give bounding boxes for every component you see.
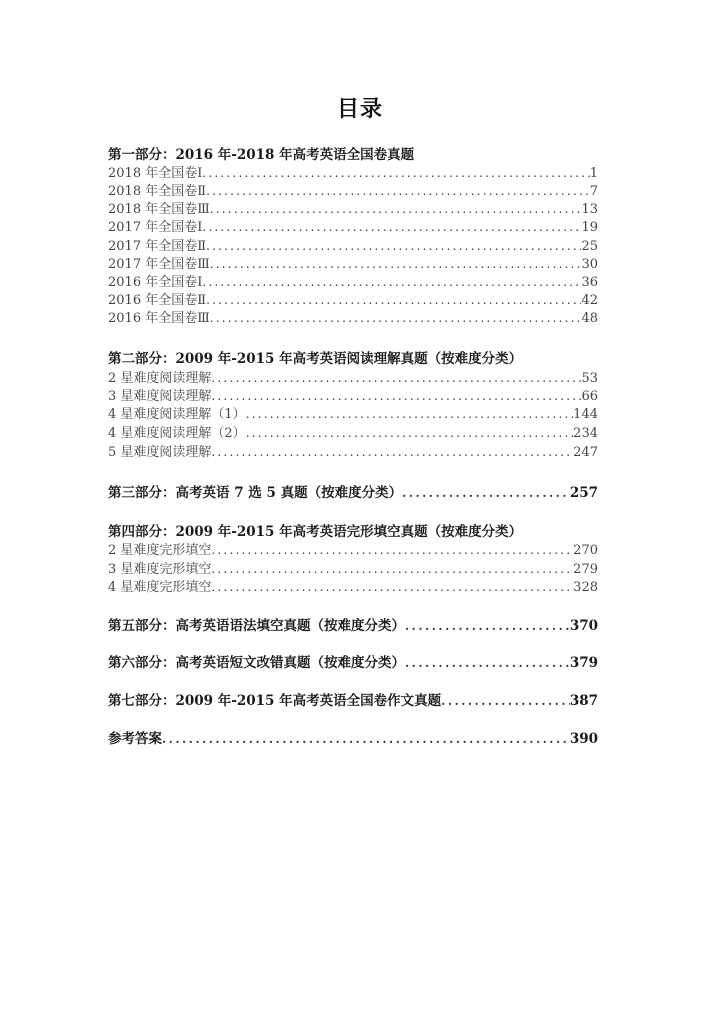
- dot-leader: [211, 560, 573, 578]
- toc-entry-page: 13: [581, 202, 598, 217]
- dot-leader: [202, 273, 581, 291]
- toc-entry-page: 25: [581, 239, 598, 254]
- dot-leader: [210, 255, 582, 273]
- toc-entry-page: 144: [573, 407, 598, 422]
- toc-entry[interactable]: [108, 387, 598, 405]
- toc-heading-label: 第五部分：高考英语语法填空真题（按难度分类）: [108, 618, 405, 634]
- toc-entry-page: 48: [581, 311, 598, 326]
- toc-entry[interactable]: [108, 541, 598, 559]
- toc-entry-page: 390: [569, 731, 598, 747]
- toc-part1-heading[interactable]: [108, 146, 598, 164]
- toc-entry-label: 2 星难度完形填空: [108, 543, 212, 558]
- toc-entry[interactable]: [108, 578, 598, 596]
- toc-entry-page: 7: [589, 184, 598, 199]
- dot-leader: [210, 200, 582, 218]
- dot-leader: [211, 387, 581, 405]
- toc-entry-page: 387: [569, 693, 598, 709]
- toc-entry-label: 2017 年全国卷Ⅱ: [108, 239, 207, 254]
- toc-entry-label: 2017 年全国卷Ⅰ: [108, 220, 203, 235]
- toc-entry-page: 257: [569, 485, 598, 501]
- dot-leader: [206, 237, 581, 255]
- dot-leader: [405, 617, 570, 635]
- toc-entry-page: 270: [573, 543, 598, 558]
- toc-entry[interactable]: [108, 291, 598, 309]
- toc-part2-heading[interactable]: [108, 350, 598, 368]
- toc-heading-label: 第一部分：2016 年-2018 年高考英语全国卷真题: [108, 147, 415, 163]
- dot-leader: [202, 218, 581, 236]
- toc-entry-page: 66: [581, 389, 598, 404]
- toc-answers-entry[interactable]: [108, 730, 598, 748]
- dot-leader: [246, 424, 573, 442]
- toc-entry-page: 30: [581, 257, 598, 272]
- dot-leader: [211, 443, 573, 461]
- dot-leader: [441, 692, 570, 710]
- toc-entry-label: 3 星难度完形填空: [108, 562, 212, 577]
- toc-entry-page: 370: [569, 618, 598, 634]
- toc-heading-label: 第七部分：2009 年-2015 年高考英语全国卷作文真题: [108, 693, 442, 709]
- toc-part6-entry[interactable]: [108, 654, 598, 672]
- toc-entry-page: 1: [589, 166, 598, 181]
- toc-entry-page: 379: [569, 655, 598, 671]
- toc-entry-page: 279: [573, 562, 598, 577]
- toc-heading-label: 第六部分：高考英语短文改错真题（按难度分类）: [108, 655, 405, 671]
- toc-entry-page: 234: [573, 426, 598, 441]
- toc-entry[interactable]: [108, 405, 598, 423]
- dot-leader: [211, 578, 573, 596]
- dot-leader: [206, 291, 581, 309]
- toc-entry-page: 328: [573, 580, 598, 595]
- dot-leader: [202, 164, 589, 182]
- toc-entry-page: 247: [573, 445, 598, 460]
- dot-leader: [211, 541, 573, 559]
- toc-entry-page: 19: [581, 220, 598, 235]
- dot-leader: [162, 730, 570, 748]
- dot-leader: [405, 654, 570, 672]
- toc-entry[interactable]: [108, 273, 598, 291]
- toc-title: 目录: [336, 97, 383, 122]
- toc-entry-label: 4 星难度阅读理解（1）: [108, 407, 246, 422]
- toc-heading-label: 第四部分：2009 年-2015 年高考英语完形填空真题（按难度分类）: [108, 524, 523, 540]
- toc-entry[interactable]: [108, 200, 598, 218]
- toc-entry[interactable]: [108, 237, 598, 255]
- dot-leader: [211, 369, 581, 387]
- toc-entry-label: 2016 年全国卷Ⅲ: [108, 311, 210, 326]
- toc-heading-label: 参考答案: [108, 731, 162, 747]
- toc-part5-entry[interactable]: [108, 617, 598, 635]
- dot-leader: [210, 309, 582, 327]
- toc-entry-label: 4 星难度完形填空: [108, 580, 212, 595]
- toc-entry[interactable]: [108, 443, 598, 461]
- toc-entry-label: 5 星难度阅读理解: [108, 445, 212, 460]
- toc-part7-entry[interactable]: [108, 692, 598, 710]
- toc-entry-label: 2018 年全国卷Ⅱ: [108, 184, 207, 199]
- toc-heading-label: 第二部分：2009 年-2015 年高考英语阅读理解真题（按难度分类）: [108, 351, 523, 367]
- toc-entry-label: 2018 年全国卷Ⅲ: [108, 202, 210, 217]
- toc-entry-page: 53: [581, 371, 598, 386]
- toc-entry-label: 2016 年全国卷Ⅱ: [108, 293, 207, 308]
- toc-part4-heading[interactable]: [108, 523, 598, 541]
- toc-entry-label: 3 星难度阅读理解: [108, 389, 212, 404]
- toc-entry[interactable]: [108, 369, 598, 387]
- toc-entry-label: 2016 年全国卷Ⅰ: [108, 275, 203, 290]
- toc-entry-page: 42: [581, 293, 598, 308]
- toc-entry[interactable]: [108, 560, 598, 578]
- toc-entry-label: 2018 年全国卷Ⅰ: [108, 166, 203, 181]
- toc-heading-label: 第三部分：高考英语 7 选 5 真题（按难度分类）: [108, 485, 403, 501]
- toc-entry[interactable]: [108, 164, 598, 182]
- toc-entry-label: 4 星难度阅读理解（2）: [108, 426, 246, 441]
- toc-entry[interactable]: [108, 255, 598, 273]
- dot-leader: [206, 182, 590, 200]
- dot-leader: [402, 484, 570, 502]
- toc-entry-label: 2017 年全国卷Ⅲ: [108, 257, 210, 272]
- toc-entry[interactable]: [108, 218, 598, 236]
- toc-part3-entry[interactable]: [108, 484, 598, 502]
- toc-entry[interactable]: [108, 182, 598, 200]
- toc-entry[interactable]: [108, 309, 598, 327]
- dot-leader: [246, 405, 573, 423]
- toc-entry-page: 36: [581, 275, 598, 290]
- toc-entry-label: 2 星难度阅读理解: [108, 371, 212, 386]
- toc-entry[interactable]: [108, 424, 598, 442]
